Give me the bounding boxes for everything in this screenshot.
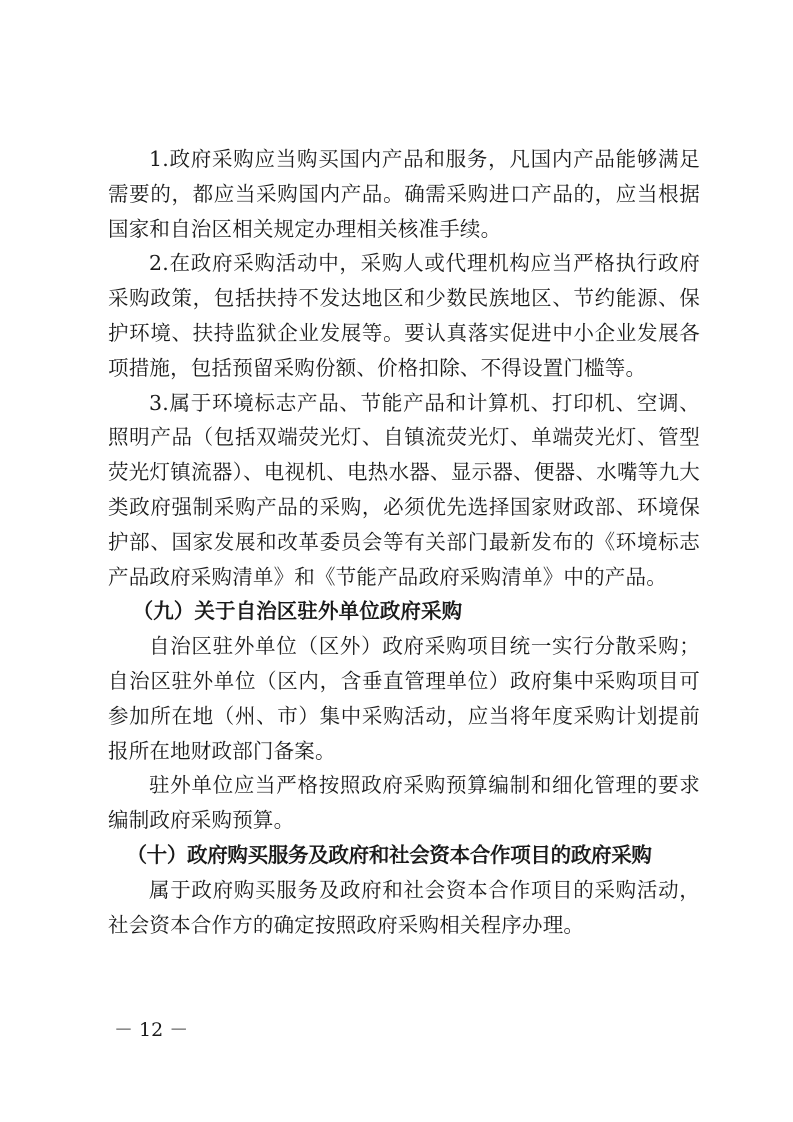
paragraph-procurement-policy: 2.在政府采购活动中，采购人或代理机构应当严格执行政府采购政策，包括扶持不发达地区和少数民族地区、节约能源、保护环境、扶持监狱企业发展等。要认真落实促进中小企业发展各项措施，包括预留采购份额、价格扣除、不得设置门槛等。 (108, 251, 700, 380)
paragraph-offsite-budget: 驻外单位应当严格按照政府采购预算编制和细化管理的要求编制政府采购预算。 (108, 773, 700, 833)
paragraph-ppp-procurement: 属于政府购买服务及政府和社会资本合作项目的采购活动，社会资本合作方的确定按照政府采购相关程序办理。 (108, 877, 700, 937)
section-heading-nine: （九）关于自治区驻外单位政府采购 (132, 599, 463, 624)
paragraph-offsite-units: 自治区驻外单位（区外）政府采购项目统一实行分散采购；自治区驻外单位（区内，含垂直管理单位）政府集中采购项目可参加所在地（州、市）集中采购活动，应当将年度采购计划提前报所在地财政部门备案。 (108, 634, 700, 763)
page-number: － 12 － (114, 1019, 189, 1041)
document-body (108, 142, 700, 942)
section-heading-ten: （十）政府购买服务及政府和社会资本合作项目的政府采购 (126, 842, 652, 867)
paragraph-domestic-products: 1.政府采购应当购买国内产品和服务，凡国内产品能够满足需要的，都应当采购国内产品。确需采购进口产品的，应当根据国家和自治区相关规定办理相关核准手续。 (108, 147, 700, 241)
paragraph-mandatory-procurement: 3.属于环境标志产品、节能产品和计算机、打印机、空调、照明产品（包括双端荧光灯、自镇流荧光灯、单端荧光灯、管型荧光灯镇流器）、电视机、电热水器、显示器、便器、水嘴等九大类政府强制采购产品的采购，必须优先选择国家财政部、环境保护部、国家发展和改革委员会等有关部门最新发布的《环境标志产品政府采购清单》和《节能产品政府采购清单》中的产品。 (108, 390, 700, 589)
